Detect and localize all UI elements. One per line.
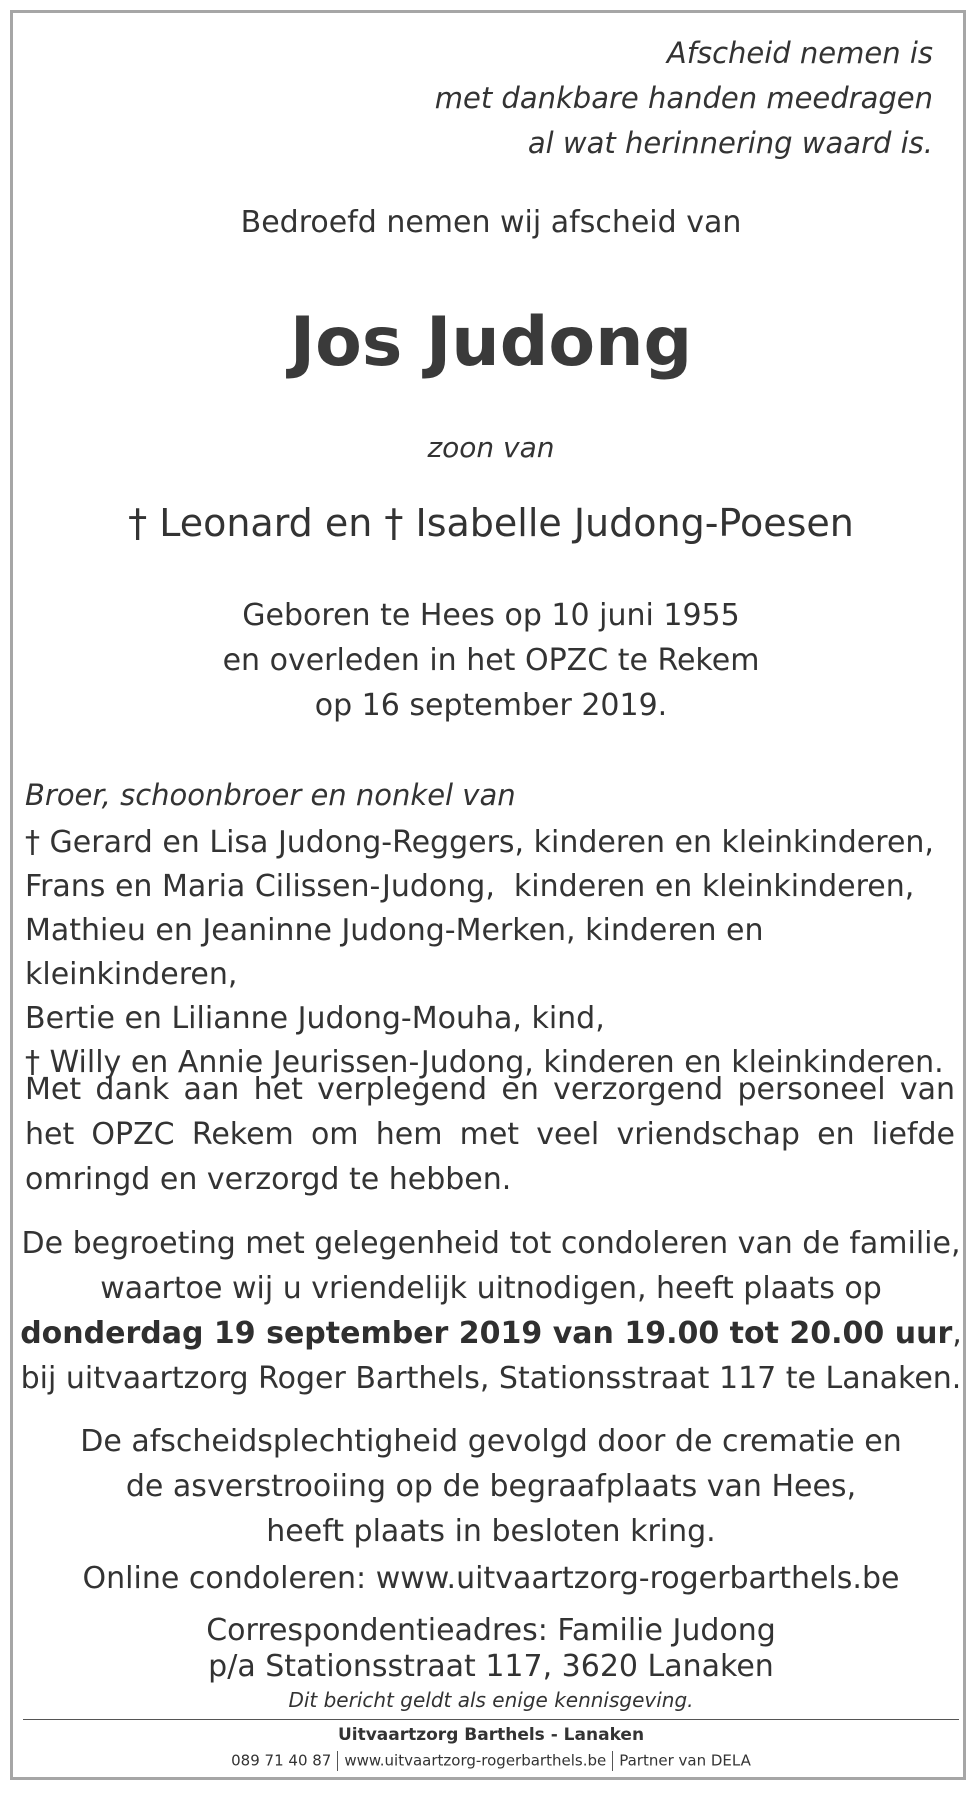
- visitation-date-line: [13, 1311, 969, 1356]
- ceremony-line: heeft plaats in besloten kring.: [266, 1514, 716, 1549]
- online-condolence: Online condoleren: www.uitvaartzorg-rogerbarthels.be: [82, 1561, 900, 1596]
- birth-death-line: en overleden in het OPZC te Rekem: [222, 643, 760, 678]
- visitation-info: [13, 1221, 969, 1401]
- intro-text: Bedroefd nemen wij afscheid van: [240, 205, 742, 240]
- ceremony-line: de asverstrooiing op de begraafplaats van Hees,: [125, 1469, 857, 1504]
- relations-label: Broer, schoonbroer en nonkel van: [25, 778, 516, 812]
- obituary-card: [10, 10, 966, 1780]
- family-line: Mathieu en Jeaninne Judong-Merken, kinderen en kleinkinderen,: [25, 913, 764, 992]
- birth-death-line: op 16 september 2019.: [314, 688, 668, 723]
- visitation-line: De begroeting met gelegenheid tot condoleren van de familie,: [21, 1226, 961, 1261]
- correspondence-line: p/a Stationsstraat 117, 3620 Lanaken: [208, 1649, 774, 1684]
- footer-phone: 089 71 40 87: [231, 1751, 332, 1770]
- poem-line: met dankbare handen meedragen: [434, 81, 933, 115]
- visitation-line: waartoe wij u vriendelijk uitnodigen, heeft plaats op: [100, 1271, 882, 1306]
- footer-contact: [13, 1751, 969, 1771]
- footer-partner: Partner van DELA: [619, 1751, 751, 1770]
- birth-death-info: [13, 593, 969, 728]
- poem-line: Afscheid nemen is: [666, 36, 933, 70]
- visitation-line: bij uitvaartzorg Roger Barthels, Stationsstraat 117 te Lanaken.: [20, 1361, 962, 1396]
- visitation-date: donderdag 19 september 2019 van 19.00 tot 20.00 uur: [20, 1316, 953, 1351]
- family-list: [25, 821, 963, 1085]
- correspondence-line: Correspondentieadres: Familie Judong: [206, 1613, 776, 1648]
- visitation-comma: ,: [952, 1316, 962, 1351]
- footer-organization: Uitvaartzorg Barthels - Lanaken: [337, 1725, 645, 1745]
- family-line: † Willy en Annie Jeurissen-Judong, kinderen en kleinkinderen.: [25, 1045, 944, 1080]
- thanks-paragraph: Met dank aan het verplegend en verzorgend personeel van het OPZC Rekem om hem met veel vriendschap en liefde omringd en verzorgd te hebben.: [25, 1072, 955, 1197]
- poem: [435, 31, 933, 166]
- family-line: † Gerard en Lisa Judong-Reggers, kinderen en kleinkinderen,: [25, 825, 934, 860]
- footer-divider: [23, 1719, 959, 1720]
- birth-death-line: Geboren te Hees op 10 juni 1955: [242, 598, 740, 633]
- footer-website: www.uitvaartzorg-rogerbarthels.be: [344, 1751, 607, 1770]
- family-line: Frans en Maria Cilissen-Judong, kinderen en kleinkinderen,: [25, 869, 915, 904]
- footer-separator: [612, 1751, 613, 1771]
- footer-separator: [337, 1751, 338, 1771]
- ceremony-info: [13, 1419, 969, 1554]
- notice-text: Dit bericht geldt als enige kennisgeving.: [288, 1688, 694, 1712]
- zoon-van-label: zoon van: [427, 431, 555, 464]
- correspondence-address: [13, 1613, 969, 1685]
- ceremony-line: De afscheidsplechtigheid gevolgd door de crematie en: [80, 1424, 902, 1459]
- parents-names: † Leonard en † Isabelle Judong-Poesen: [128, 501, 854, 545]
- poem-line: al wat herinnering waard is.: [527, 126, 933, 160]
- family-line: Bertie en Lilianne Judong-Mouha, kind,: [25, 1001, 605, 1036]
- deceased-name: Jos Judong: [289, 303, 693, 382]
